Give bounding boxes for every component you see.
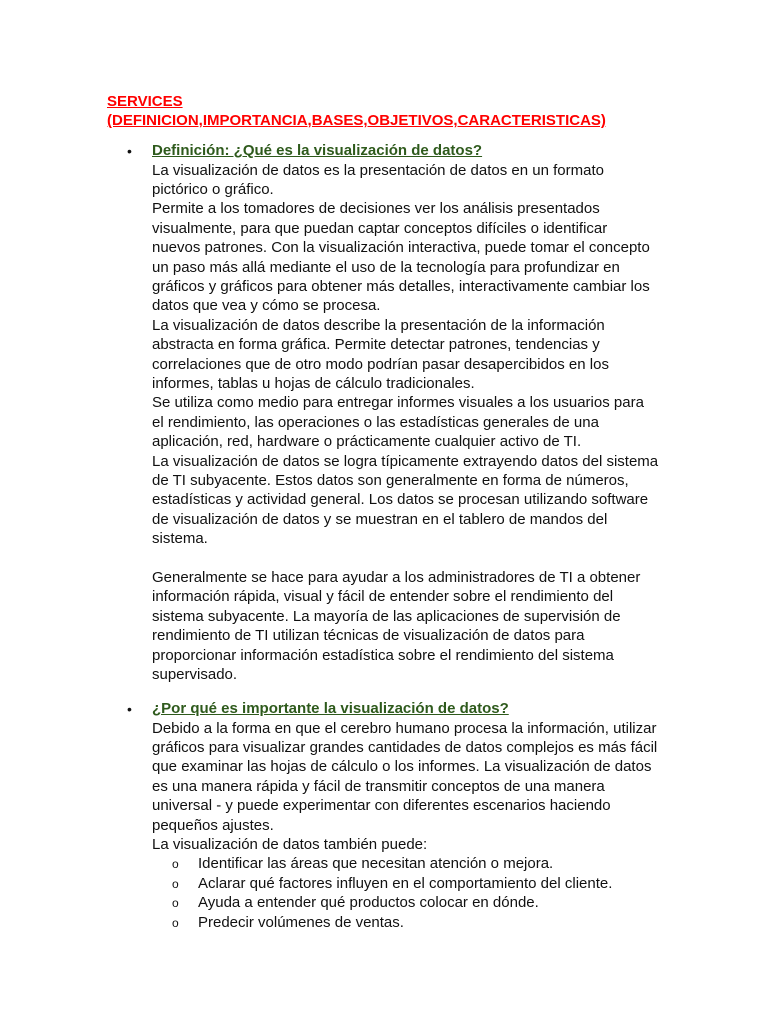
list-item: [152, 874, 692, 893]
circle-bullet-icon: o: [172, 896, 179, 911]
text-line: el rendimiento, las operaciones o las estadísticas generales de una: [152, 413, 599, 431]
text-line: supervisado.: [152, 666, 238, 684]
text-line: informes, tablas u hojas de cálculo tradicionales.: [152, 374, 475, 392]
title-line-2: (DEFINICION,IMPORTANCIA,BASES,OBJETIVOS,CARACTERISTICAS): [107, 112, 606, 129]
text-line: gráficos para visualizar grandes cantidades de datos complejos es más fácil: [152, 738, 658, 756]
section-heading: ¿Por qué es importante la visualización de datos?: [152, 700, 509, 717]
text-line: universal - y puede experimentar con diferentes escenarios haciendo: [152, 797, 611, 815]
list-item-text: Ayuda a entender qué productos colocar en dónde.: [198, 894, 539, 912]
title-line-1: SERVICES: [107, 93, 183, 110]
text-line: Debido a la forma en que el cerebro humano procesa la información, utilizar: [152, 719, 657, 737]
text-line: que examinar las hojas de cálculo o los informes. La visualización de datos: [152, 758, 652, 776]
text-line: pequeños ajustes.: [152, 816, 274, 834]
paragraph-block: [152, 161, 692, 685]
text-line: abstracta en forma gráfica. Permite detectar patrones, tendencias y: [152, 336, 600, 354]
text-line: sistema.: [152, 530, 208, 548]
list-item: [152, 854, 692, 873]
circle-bullet-icon: o: [172, 876, 179, 891]
text-line: datos que vea y cómo se procesa.: [152, 297, 381, 315]
list-item-text: Identificar las áreas que necesitan atención o mejora.: [198, 855, 554, 873]
text-line: La visualización de datos también puede:: [152, 835, 428, 853]
circle-bullet-icon: o: [172, 915, 179, 930]
text-line: Permite a los tomadores de decisiones ver los análisis presentados: [152, 200, 600, 218]
list-item-text: Aclarar qué factores influyen en el comportamiento del cliente.: [198, 874, 613, 892]
section-importance-content: [152, 699, 692, 932]
blank-line: [152, 549, 692, 568]
text-line: un paso más allá mediante el uso de la tecnología para profundizar en: [152, 258, 620, 276]
document-title: [107, 92, 707, 130]
text-line: de TI subyacente. Estos datos son generalmente en forma de números,: [152, 472, 629, 489]
text-line: aplicación, red, hardware o prácticamente cualquier activo de TI.: [152, 433, 582, 451]
sub-list: [152, 854, 692, 932]
section-heading: Definición: ¿Qué es la visualización de datos?: [152, 142, 483, 159]
text-line: proporcionar información estadística sobre el rendimiento del sistema: [152, 646, 614, 664]
text-line: es una manera rápida y fácil de transmitir conceptos de una manera: [152, 777, 605, 795]
text-line: La visualización de datos se logra típicamente extrayendo datos del sistema: [152, 452, 659, 470]
text-line: rendimiento de TI utilizan técnicas de visualización de datos para: [152, 627, 585, 645]
section-definition-content: [152, 141, 692, 684]
text-line: sistema subyacente. La mayoría de las aplicaciones de supervisión de: [152, 607, 621, 625]
text-line: Se utiliza como medio para entregar informes visuales a los usuarios para: [152, 394, 644, 412]
text-line: gráficos y gráficos para obtener más detalles, interactivamente cambiar los: [152, 277, 650, 295]
list-item: [152, 913, 692, 932]
text-line: de visualización de datos y se muestran en el tablero de mandos del: [152, 510, 608, 528]
text-line: Generalmente se hace para ayudar a los administradores de TI a obtener: [152, 569, 641, 587]
text-line: pictórico o gráfico.: [152, 180, 274, 198]
text-line: información rápida, visual y fácil de entender sobre el rendimiento del: [152, 588, 614, 606]
list-item: [152, 893, 692, 912]
paragraph-block: [152, 719, 692, 855]
circle-bullet-icon: o: [172, 857, 179, 872]
text-line: nuevos patrones. Con la visualización interactiva, puede tomar el concepto: [152, 239, 650, 257]
text-line: La visualización de datos describe la presentación de la información: [152, 316, 605, 334]
bullet-marker: •: [127, 701, 132, 717]
list-item-text: Predecir volúmenes de ventas.: [198, 913, 404, 931]
bullet-marker: •: [127, 143, 132, 159]
text-line: correlaciones que de otro modo podrían pasar desapercibidos en los: [152, 355, 609, 373]
text-line: La visualización de datos es la presentación de datos en un formato: [152, 161, 604, 179]
text-line: visualmente, para que puedan captar conceptos difíciles o identificar: [152, 219, 608, 237]
text-line: estadísticas y actividad general. Los datos se procesan utilizando software: [152, 491, 649, 509]
